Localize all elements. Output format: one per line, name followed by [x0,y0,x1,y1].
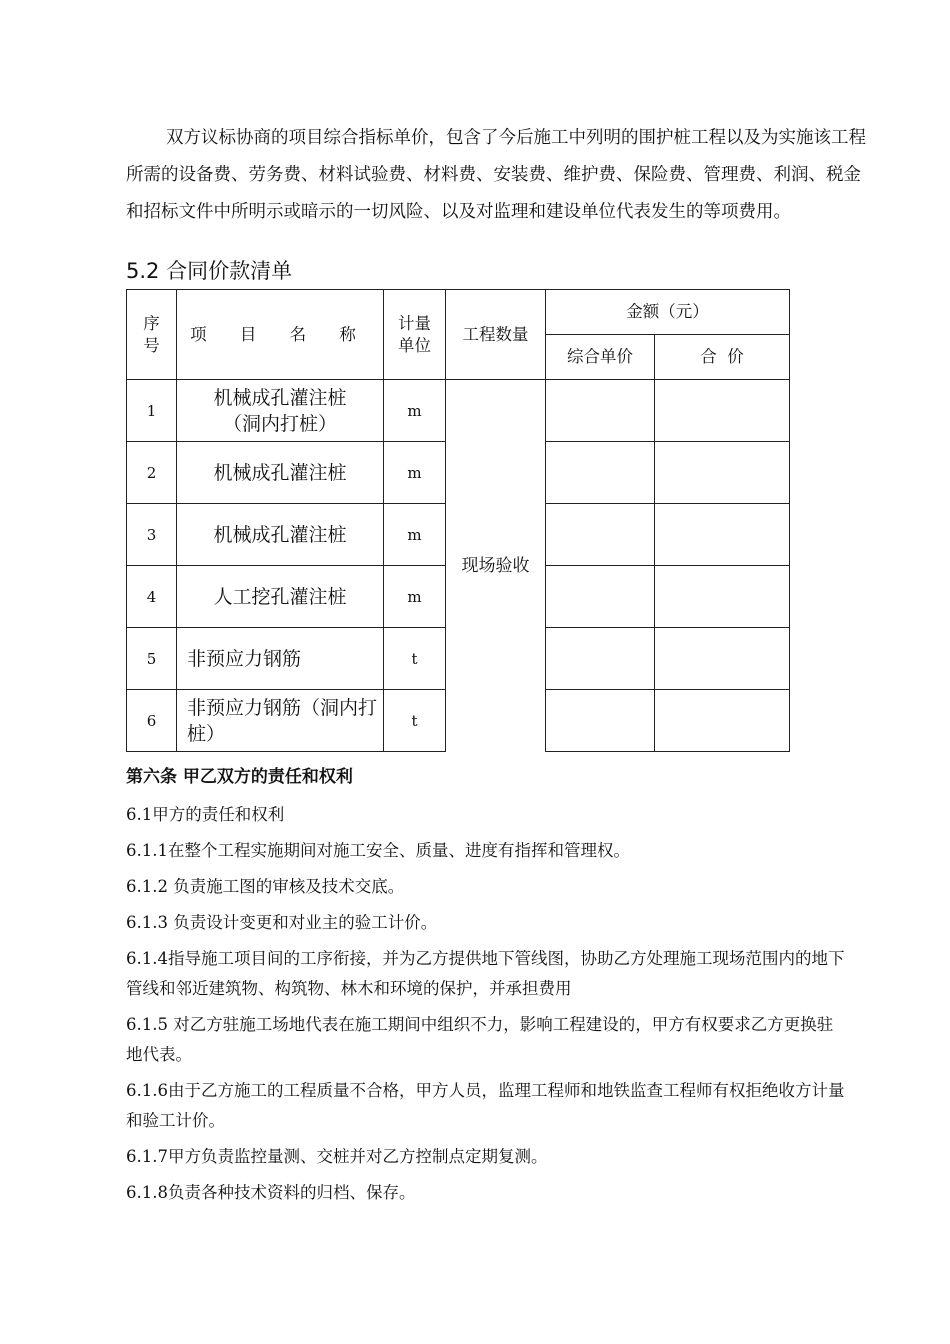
row-number: 2 [127,442,177,504]
row-total [655,380,790,442]
row-unit-price [546,690,655,752]
clause-list [126,800,846,1214]
row-unit-price [546,380,655,442]
contract-price-table [126,289,790,752]
row-unit-price [546,628,655,690]
row-total [655,690,790,752]
article-title: 第六条 甲乙双方的责任和权利 [126,767,353,787]
clause-item: 6.1.4指导施工项目间的工序衔接，并为乙方提供地下管线图，协助乙方处理施工现场范围内的地下管线和邻近建筑物、构筑物、林木和环境的保护，并承担费用 [126,949,845,998]
row-unit-price [546,566,655,628]
row-item-name: 非预应力钢筋 [177,628,384,690]
row-item-name: 机械成孔灌注桩 [177,504,384,566]
row-total [655,504,790,566]
intro-paragraph: 双方议标协商的项目综合指标单价，包含了今后施工中列明的围护桩工程以及为实施该工程所需的设备费、劳务费、材料试验费、材料费、安装费、维护费、保险费、管理费、利润、税金和招标文件中所明示或暗示的一切风险、以及对监理和建设单位代表发生的等项费用。 [126,128,866,222]
clause-item: 6.1甲方的责任和权利 [126,805,285,824]
header-unit: 计量单位 [384,290,446,380]
row-number: 3 [127,504,177,566]
clause-item: 6.1.1在整个工程实施期间对施工安全、质量、进度有指挥和管理权。 [126,841,630,860]
row-unit: t [384,690,446,752]
row-total [655,442,790,504]
header-name: 项 目 名 称 [177,290,384,380]
row-total [655,566,790,628]
row-number: 6 [127,690,177,752]
row-number: 5 [127,628,177,690]
clause-item: 6.1.5 对乙方驻施工场地代表在施工期间中组织不力，影响工程建设的，甲方有权要求乙方更换驻地代表。 [126,1015,834,1064]
clause-item: 6.1.8负责各种技术资料的归档、保存。 [126,1183,416,1202]
row-unit: m [384,380,446,442]
table-row [127,380,790,442]
row-item-name: 人工挖孔灌注桩 [177,566,384,628]
row-unit-price [546,504,655,566]
clause-item: 6.1.6由于乙方施工的工程质量不合格，甲方人员，监理工程师和地铁监查工程师有权拒绝收方计量和验工计价。 [126,1081,845,1130]
header-unit-price: 综合单价 [546,335,655,380]
row-item-name: 机械成孔灌注桩（洞内打桩） [177,380,384,442]
clause-item: 6.1.2 负责施工图的审核及技术交底。 [126,877,405,896]
row-item-name: 非预应力钢筋（洞内打桩） [177,690,384,752]
row-item-name: 机械成孔灌注桩 [177,442,384,504]
section-title: 5.2 合同价款清单 [126,259,293,283]
intro-section [126,120,866,231]
clause-item: 6.1.3 负责设计变更和对业主的验工计价。 [126,913,438,932]
clause-item: 6.1.7甲方负责监控量测、交桩并对乙方控制点定期复测。 [126,1147,548,1166]
quantity-note: 现场验收 [446,380,546,752]
header-quantity: 工程数量 [446,290,546,380]
row-unit: t [384,628,446,690]
row-unit: m [384,504,446,566]
row-total [655,628,790,690]
row-number: 1 [127,380,177,442]
row-unit: m [384,566,446,628]
table-header-row [127,290,790,335]
header-seq: 序号 [127,290,177,380]
row-number: 4 [127,566,177,628]
row-unit: m [384,442,446,504]
row-unit-price [546,442,655,504]
header-amount: 金额（元） [546,290,790,335]
header-total: 合 价 [655,335,790,380]
